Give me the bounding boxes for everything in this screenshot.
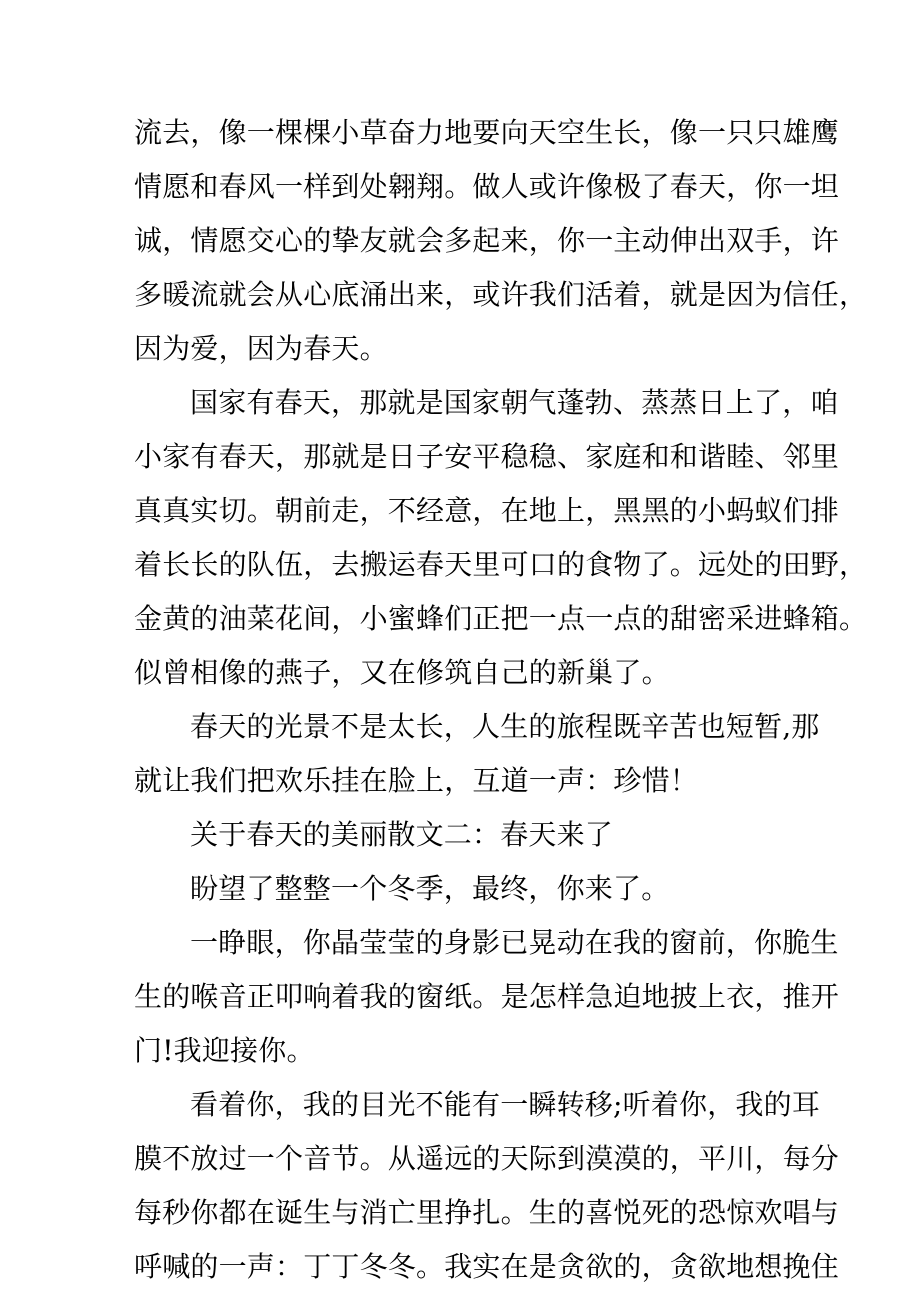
text-line: 生的喉音正叩响着我的窗纸。是怎样急迫地披上衣，推开 bbox=[134, 980, 840, 1013]
section-heading bbox=[134, 808, 794, 862]
text-line: 多暖流就会从心底涌出来，或许我们活着，就是因为信任， bbox=[134, 278, 868, 311]
paragraph bbox=[134, 700, 820, 808]
text-line: 真真实切。朝前走，不经意，在地上，黑黑的小蚂蚁们排 bbox=[134, 494, 840, 527]
text-line: 着长长的队伍，去搬运春天里可口的食物了。远处的田野， bbox=[134, 548, 868, 581]
paragraph bbox=[134, 916, 840, 1078]
text-line: 春天的光景不是太长，人生的旅程既辛苦也短暂,那 bbox=[190, 710, 820, 743]
article-body bbox=[134, 106, 868, 1294]
text-line: 每秒你都在诞生与消亡里挣扎。生的喜悦死的恐惊欢唱与 bbox=[134, 1196, 840, 1229]
text-line: 因为爱，因为春天。 bbox=[134, 332, 388, 365]
text-line: 一睁眼，你晶莹莹的身影已晃动在我的窗前，你脆生 bbox=[190, 926, 839, 959]
text-line: 似曾相像的燕子，又在修筑自己的新巢了。 bbox=[134, 656, 670, 689]
paragraph bbox=[134, 106, 868, 376]
text-line: 膜不放过一个音节。从遥远的天际到漠漠的，平川，每分 bbox=[134, 1142, 840, 1175]
paragraph bbox=[134, 862, 794, 916]
paragraph bbox=[134, 376, 868, 700]
text-line: 呼喊的一声：丁丁冬冬。我实在是贪欲的，贪欲地想挽住 bbox=[134, 1250, 840, 1283]
text-line: 小家有春天，那就是日子安平稳稳、家庭和和谐睦、邻里 bbox=[134, 440, 840, 473]
text-line: 流去，像一棵棵小草奋力地要向天空生长，像一只只雄鹰 bbox=[134, 116, 840, 149]
text-line: 就让我们把欢乐挂在脸上，互道一声：珍惜！ bbox=[134, 764, 699, 797]
text-line: 金黄的油菜花间，小蜜蜂们正把一点一点的甜密采进蜂箱。 bbox=[134, 602, 868, 635]
text-line: 看着你，我的目光不能有一瞬转移;听着你，我的耳 bbox=[190, 1088, 821, 1121]
heading-line: 关于春天的美丽散文二：春天来了 bbox=[190, 818, 614, 851]
text-line: 国家有春天，那就是国家朝气蓬勃、蒸蒸日上了，咱 bbox=[190, 386, 839, 419]
paragraph bbox=[134, 1078, 840, 1294]
text-line: 门!我迎接你。 bbox=[134, 1034, 315, 1067]
text-line: 诚，情愿交心的挚友就会多起来，你一主动伸出双手，许 bbox=[134, 224, 840, 257]
text-line: 盼望了整整一个冬季，最终，你来了。 bbox=[190, 872, 670, 905]
text-line: 情愿和春风一样到处翱翔。做人或许像极了春天，你一坦 bbox=[134, 170, 840, 203]
